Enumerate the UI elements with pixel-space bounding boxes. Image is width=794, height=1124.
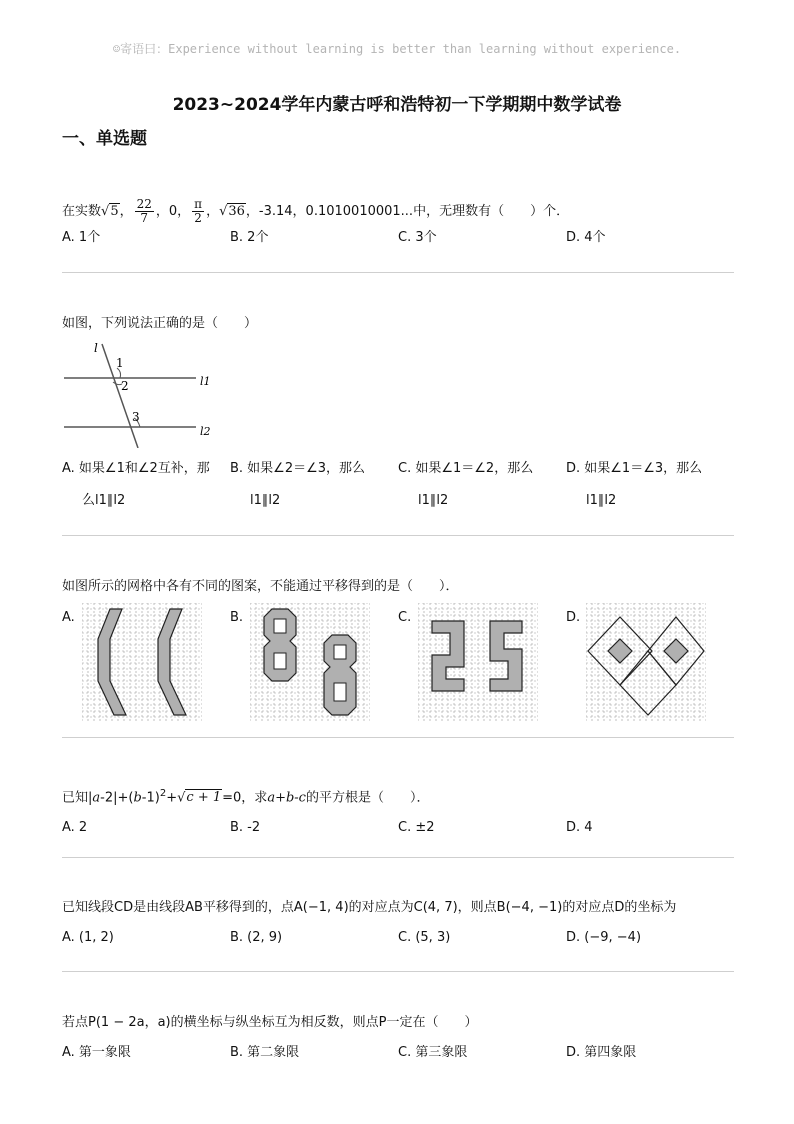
grid-lines	[586, 603, 706, 721]
question-4-stem: 已知$|a-2|+(b-1)^2+√c + 1=0$，求a+b-c的平方根是（ ）．	[62, 788, 430, 806]
q2-option-d-line2: l1∥l2	[586, 493, 617, 508]
q1-option-b[interactable]: B. 2个	[230, 230, 269, 245]
divider	[62, 857, 734, 858]
q4-option-d[interactable]: D. 4	[566, 820, 593, 836]
diamond-inner-right	[664, 639, 688, 663]
question-2	[62, 313, 734, 335]
q2-option-b-line2: l1∥l2	[250, 493, 281, 508]
q5-option-b[interactable]: B. (2, 9)	[230, 930, 283, 945]
parallel-lines-figure	[58, 338, 218, 448]
q2-option-c[interactable]: C. 如果∠1＝∠2，那么	[398, 461, 534, 476]
divider	[62, 737, 734, 738]
diamond-inner-left	[608, 639, 632, 663]
question-5-stem: 已知线段CD是由线段AB平移得到的，点A(−1, 4)的对应点为C(4, 7)，则点B(−4, −1)的对应点D的坐标为	[62, 900, 677, 915]
diamond-outer-bottom	[620, 651, 676, 715]
grid-figure-a	[82, 603, 202, 721]
page-title: 2023~2024学年内蒙古呼和浩特初一下学期期中数学试卷	[172, 95, 622, 115]
q3-option-a[interactable]: A.	[62, 610, 75, 625]
two-shape	[432, 621, 464, 691]
q2-option-a[interactable]: A. 如果∠1和∠2互补，那	[62, 461, 210, 476]
label-l2: l2	[200, 425, 211, 438]
q3-option-d[interactable]: D.	[566, 610, 581, 625]
sqrt-36: √36	[219, 204, 245, 219]
q4-option-b[interactable]: B. -2	[230, 820, 261, 836]
five-shape	[490, 621, 522, 691]
question-6	[62, 1012, 734, 1064]
sqrt-5: √5	[101, 204, 119, 219]
label-l: l	[94, 341, 98, 355]
q1-option-d[interactable]: D. 4个	[566, 230, 606, 245]
q6-option-a[interactable]: A. 第一象限	[62, 1045, 131, 1060]
divider	[62, 971, 734, 972]
q1-option-c[interactable]: C. 3个	[398, 230, 437, 245]
label-angle-1: 1	[116, 356, 124, 370]
q4-option-a[interactable]: A. 2	[62, 820, 88, 836]
question-2-stem: 如图，下列说法正确的是（ ）	[62, 316, 258, 331]
question-3	[62, 576, 734, 598]
question-1	[62, 198, 734, 249]
q2-option-a-line2: 么l1∥l2	[82, 493, 126, 508]
question-4	[62, 783, 734, 839]
question-1-stem: 在实数√5， $\frac{22}{7}$ ，0， $\frac{\pi}{2}$ ，√36，-3.14，0.1010010001...中，无理数有（ ）个．	[62, 197, 570, 225]
q2-option-d[interactable]: D. 如果∠1＝∠3，那么	[566, 461, 703, 476]
q1-text-a: 在实数	[62, 204, 102, 219]
sqrt-c-plus-1: √c + 1	[177, 790, 222, 806]
q5-option-a[interactable]: A. (1, 2)	[62, 930, 114, 945]
q6-option-c[interactable]: C. 第三象限	[398, 1045, 468, 1060]
label-l1: l1	[200, 375, 211, 388]
section-title: 一、单选题	[62, 129, 147, 149]
q6-option-d[interactable]: D. 第四象限	[566, 1045, 637, 1060]
q2-option-c-line2: l1∥l2	[418, 493, 449, 508]
question-3-stem: 如图所示的网格中各有不同的图案，不能通过平移得到的是（ ）．	[62, 579, 459, 594]
label-angle-3: 3	[132, 410, 140, 424]
fraction-22-7: $\frac{22}{7}$	[136, 197, 152, 225]
watermark: ☺寄语曰：Experience without learning is better than learning without experience.	[112, 42, 682, 56]
q4-option-c[interactable]: C. ±2	[398, 820, 435, 836]
divider	[62, 272, 734, 273]
fraction-pi-2: $\frac{\pi}{2}$	[194, 197, 203, 225]
grid-figure-d	[586, 603, 706, 721]
grid-figure-c	[418, 603, 538, 721]
q5-option-c[interactable]: C. (5, 3)	[398, 930, 451, 945]
question-5	[62, 897, 734, 949]
divider	[62, 535, 734, 536]
q1-text-b: ，-3.14，0.1010010001...中，无理数有（ ）个．	[245, 204, 570, 219]
q5-option-d[interactable]: D. (−9, −4)	[566, 930, 642, 945]
label-angle-2: 2	[121, 379, 129, 393]
q3-option-c[interactable]: C.	[398, 610, 412, 625]
grid-figure-b	[250, 603, 370, 721]
q6-option-b[interactable]: B. 第二象限	[230, 1045, 300, 1060]
q1-option-a[interactable]: A. 1个	[62, 230, 101, 245]
question-6-stem: 若点P(1 − 2a，a)的横坐标与纵坐标互为相反数，则点P一定在（ ）	[62, 1015, 478, 1030]
q2-option-b[interactable]: B. 如果∠2＝∠3，那么	[230, 461, 366, 476]
q3-option-b[interactable]: B.	[230, 610, 244, 625]
